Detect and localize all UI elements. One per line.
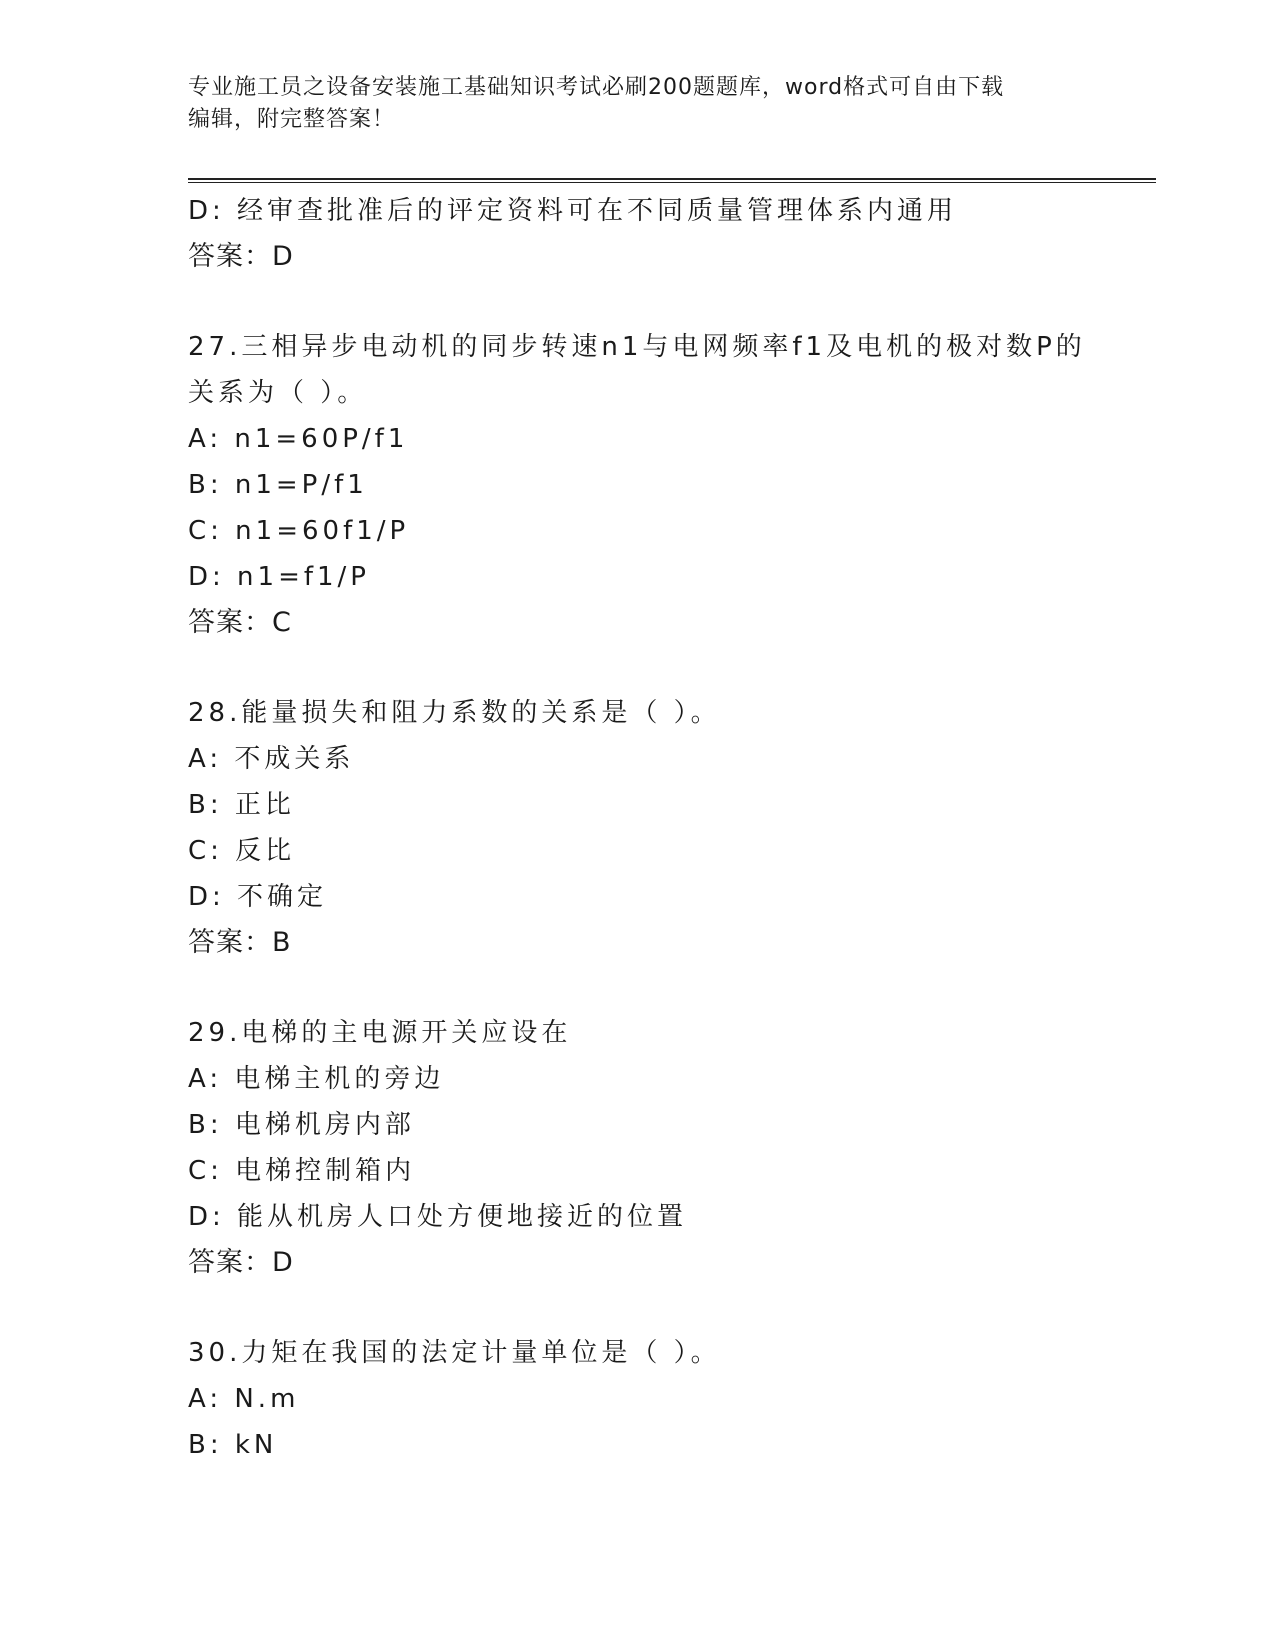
- option-b: B: kN: [188, 1430, 278, 1460]
- option-b: B: n1=P/f1: [188, 470, 368, 500]
- option-a: A: N.m: [188, 1384, 300, 1414]
- document-header: [188, 72, 1088, 136]
- header-line-1: 专业施工员之设备安装施工基础知识考试必刷200题题库，word格式可自由下载: [188, 75, 1005, 100]
- question-stem-continued: 关系为（ ）。: [188, 378, 368, 408]
- document-body: [188, 188, 1118, 1468]
- question-stem: 27.三相异步电动机的同步转速n1与电网频率f1及电机的极对数P的: [188, 332, 1086, 362]
- header-divider: [188, 178, 1156, 183]
- question-stem: 30.力矩在我国的法定计量单位是（ ）。: [188, 1338, 721, 1368]
- option-d: D: n1=f1/P: [188, 562, 370, 592]
- question-stem: 28.能量损失和阻力系数的关系是（ ）。: [188, 698, 721, 728]
- answer-line: 答案：B: [188, 927, 292, 958]
- option-c: C: n1=60f1/P: [188, 516, 410, 546]
- option-b: B: 电梯机房内部: [188, 1110, 415, 1140]
- option-d: D: 经审查批准后的评定资料可在不同质量管理体系内通用: [188, 196, 958, 226]
- header-line-2: 编辑，附完整答案！: [188, 107, 396, 132]
- answer-line: 答案：C: [188, 607, 292, 638]
- previous-question-tail: [188, 188, 1118, 280]
- question-29: [188, 1010, 1118, 1286]
- option-d: D: 不确定: [188, 882, 328, 912]
- question-28: [188, 690, 1118, 966]
- question-30: [188, 1330, 1118, 1468]
- option-a: A: n1=60P/f1: [188, 424, 409, 454]
- option-b: B: 正比: [188, 790, 295, 820]
- option-d: D: 能从机房人口处方便地接近的位置: [188, 1202, 688, 1232]
- question-stem: 29.电梯的主电源开关应设在: [188, 1018, 572, 1048]
- option-a: A: 不成关系: [188, 744, 355, 774]
- answer-line: 答案：D: [188, 1247, 294, 1278]
- option-a: A: 电梯主机的旁边: [188, 1064, 445, 1094]
- option-c: C: 反比: [188, 836, 296, 866]
- answer-line: 答案：D: [188, 241, 294, 272]
- option-c: C: 电梯控制箱内: [188, 1156, 416, 1186]
- question-27: [188, 324, 1118, 646]
